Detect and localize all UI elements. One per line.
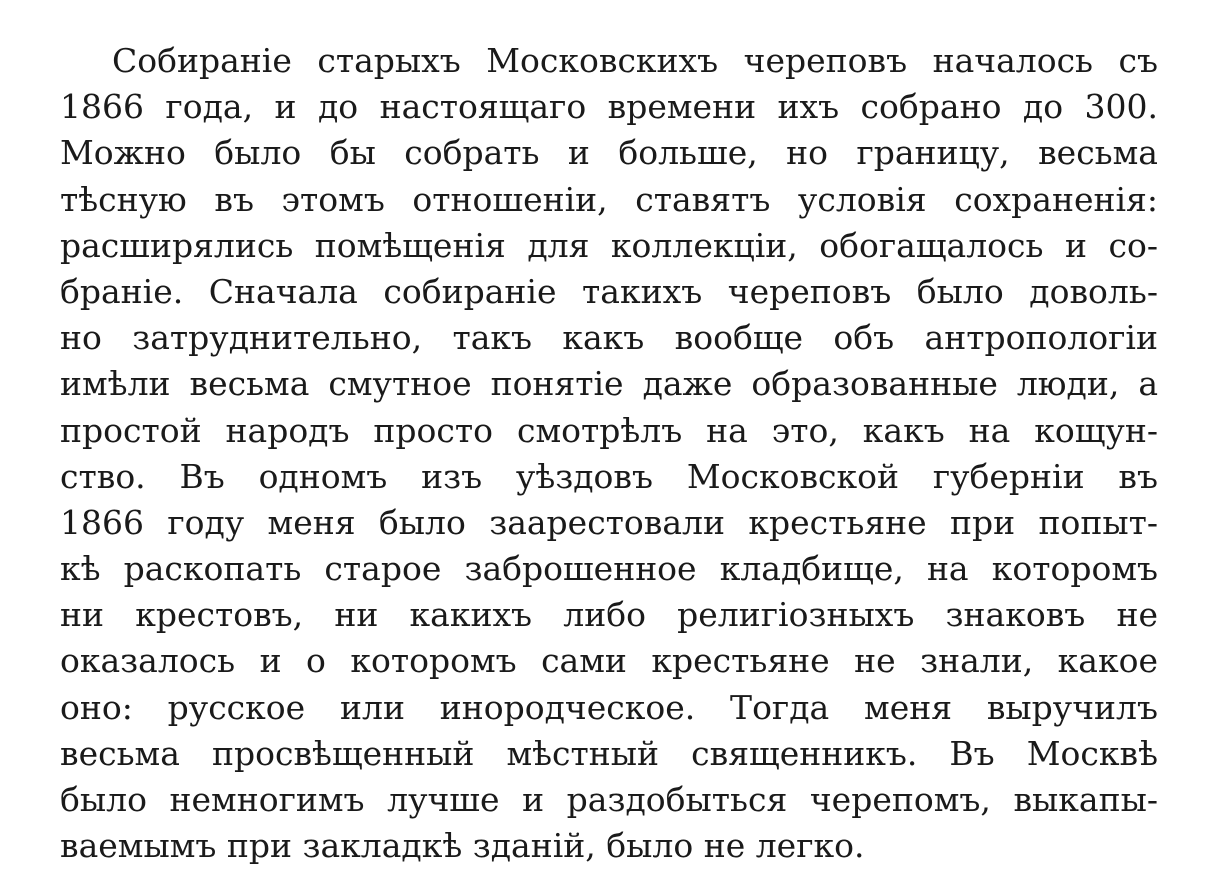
text-line: Можно было бы собрать и больше, но границу, весьма (60, 133, 1158, 173)
text-line: имѣли весьма смутное понятіе даже образованные люди, а (60, 364, 1158, 404)
text-line: но затруднительно, такъ какъ вообще объ антропологіи (60, 318, 1158, 358)
text-line: 1866 году меня было заарестовали крестьяне при попыт- (60, 502, 1158, 542)
text-line: ваемымъ при закладкѣ зданій, было не легко. (60, 826, 865, 866)
text-line: расширялись помѣщенія для коллекціи, обогащалось и со- (60, 225, 1158, 265)
text-line: было немногимъ лучше и раздобыться черепомъ, выкапы- (60, 780, 1158, 819)
text-line: оно: русское или инородческое. Тогда меня выручилъ (60, 687, 1158, 727)
text-line: тѣсную въ этомъ отношеніи, ставятъ условія сохраненія: (60, 179, 1158, 219)
text-line: простой народъ просто смотрѣлъ на это, какъ на кощун- (60, 410, 1158, 450)
text-line: ство. Въ одномъ изъ уѣздовъ Московской губерніи въ (60, 456, 1158, 496)
text-line: кѣ раскопать старое заброшенное кладбище, на которомъ (60, 549, 1158, 589)
text-line: весьма просвѣщенный мѣстный священникъ. Въ Москвѣ (60, 733, 1158, 773)
text-line: браніе. Сначала собираніе такихъ череповъ было доволь- (60, 271, 1158, 311)
text-line: Собираніе старыхъ Московскихъ череповъ началось съ (112, 41, 1158, 80)
paragraph (60, 38, 1158, 869)
text-line: ни крестовъ, ни какихъ либо религіозныхъ знаковъ не (60, 595, 1158, 635)
text-line: 1866 года, и до настоящаго времени ихъ собрано до 300. (60, 87, 1158, 127)
text-line: оказалось и о которомъ сами крестьяне не знали, какое (60, 641, 1158, 681)
